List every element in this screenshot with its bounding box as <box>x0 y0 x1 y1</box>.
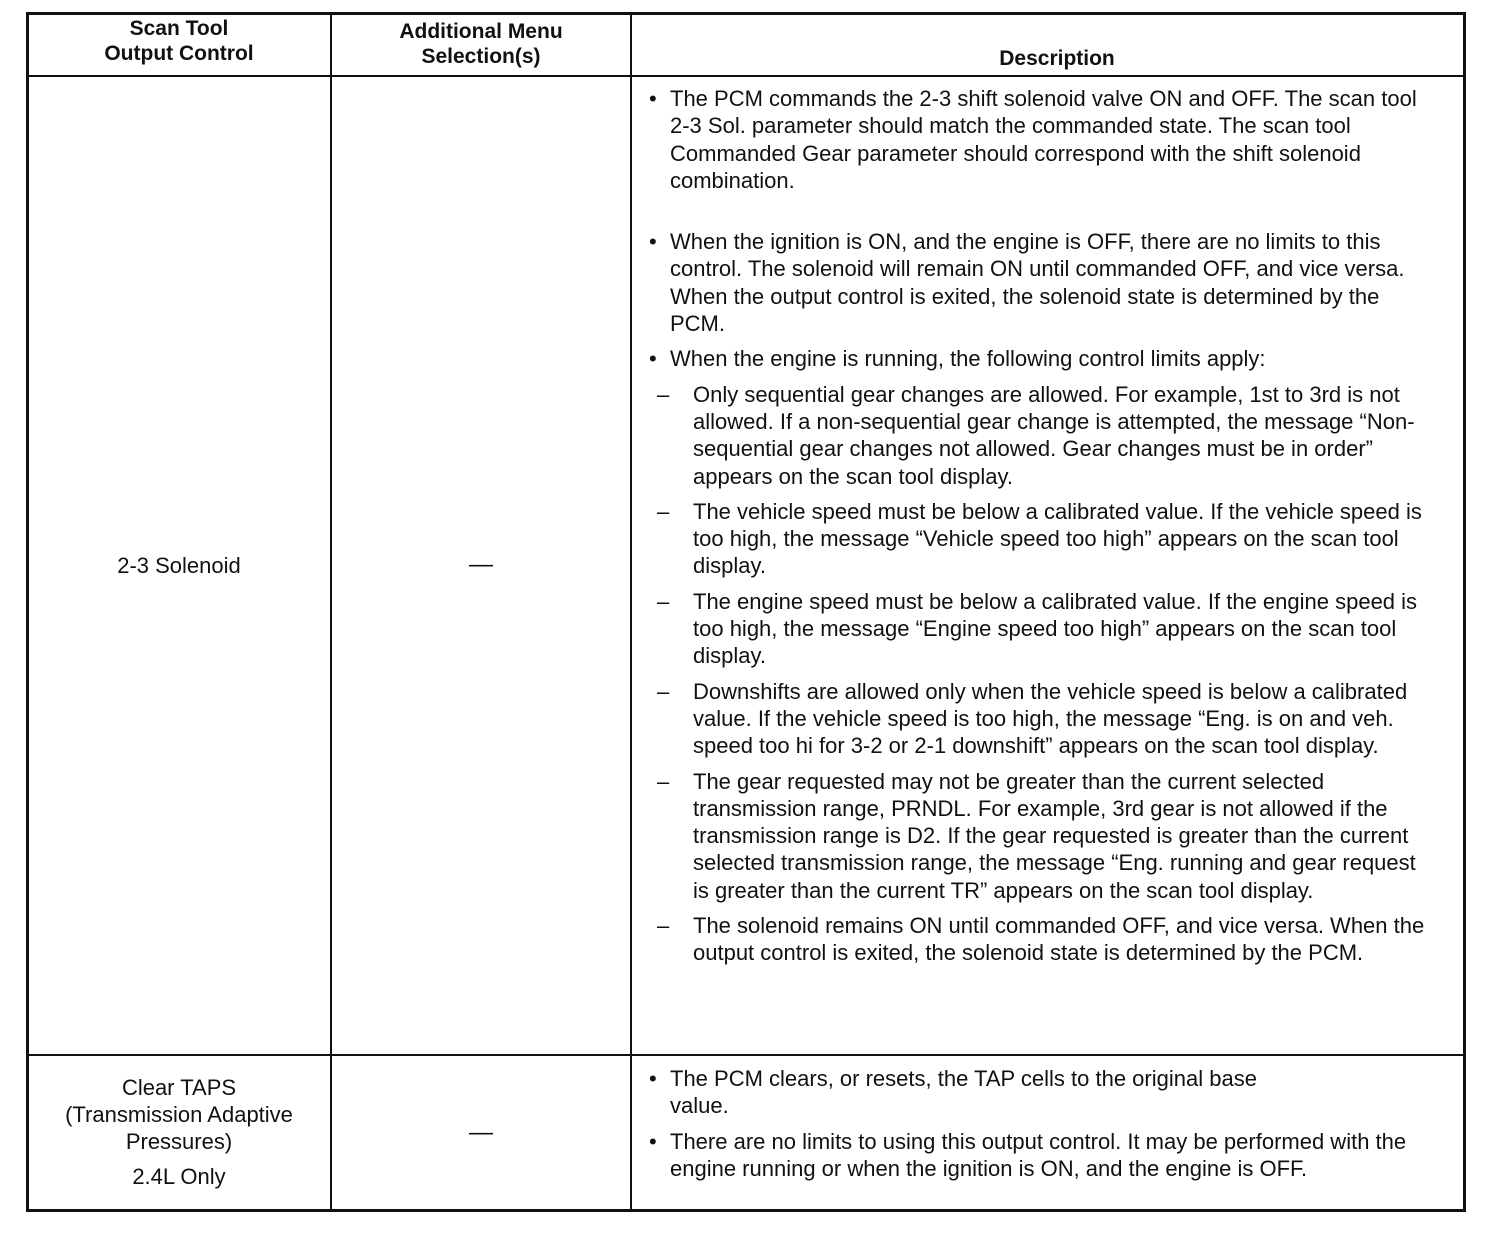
bullet-item: • When the engine is running, the following control limits apply: <box>646 345 1436 372</box>
header-text: Selection(s) <box>421 45 541 68</box>
row-divider <box>29 1054 1463 1056</box>
description-clear-taps <box>646 1065 1436 1182</box>
description-2-3-solenoid <box>646 85 1436 967</box>
bullet-item: • There are no limits to using this output control. It may be performed with the engine running or when the ignition is ON, and the engine is OFF. <box>646 1128 1436 1183</box>
column-divider <box>630 15 632 1209</box>
output-control-name-clear-taps <box>29 1074 329 1190</box>
header-scan-tool-output-control <box>29 16 329 66</box>
cell-text: Pressures) <box>125 1129 233 1154</box>
bullet-item: • The PCM commands the 2-3 shift solenoid valve ON and OFF. The scan tool 2-3 Sol. parameter should match the commanded state. The scan tool Commanded Gear parameter should correspond with the shift solenoid combination. <box>646 85 1436 194</box>
sub-item: – The solenoid remains ON until commanded OFF, and vice versa. When the output control is exited, the solenoid state is determined by the PCM. <box>657 912 1436 967</box>
header-divider <box>29 75 1463 77</box>
menu-selection: — <box>469 551 493 578</box>
sub-item: – The vehicle speed must be below a calibrated value. If the vehicle speed is too high, the message “Vehicle speed too high” appears on the scan tool display. <box>657 498 1436 580</box>
header-description: Description <box>999 47 1115 70</box>
header-text: Additional Menu <box>399 20 563 43</box>
output-control-name: 2-3 Solenoid <box>117 553 241 578</box>
header-additional-menu-selections <box>331 19 631 69</box>
sub-item: – The engine speed must be below a calibrated value. If the engine speed is too high, the message “Engine speed too high” appears on the scan tool display. <box>657 588 1436 670</box>
sub-item: – Only sequential gear changes are allowed. For example, 1st to 3rd is not allowed. If a non-sequential gear change is attempted, the message “Non-sequential gear changes not allowed. Gear changes must be in order” appears on the scan tool display. <box>657 381 1436 490</box>
cell-text: Clear TAPS <box>121 1075 237 1100</box>
bullet-item: • The PCM clears, or resets, the TAP cells to the original base value. <box>646 1065 1436 1120</box>
header-text: Output Control <box>104 42 254 65</box>
menu-selection: — <box>469 1119 493 1146</box>
sub-item: – Downshifts are allowed only when the vehicle speed is below a calibrated value. If the vehicle speed is too high, the message “Eng. is on and veh. speed too hi for 3-2 or 2-1 downshift” appears on the scan tool display. <box>657 678 1436 760</box>
cell-text: 2.4L Only <box>132 1164 226 1189</box>
bullet-item: • When the ignition is ON, and the engine is OFF, there are no limits to this control. The solenoid will remain ON until commanded OFF, and vice versa. When the output control is exited, the solenoid state is determined by the PCM. <box>646 228 1436 337</box>
cell-text: (Transmission Adaptive <box>65 1102 293 1127</box>
column-divider <box>330 15 332 1209</box>
header-text: Scan Tool <box>129 17 229 40</box>
sub-item: – The gear requested may not be greater than the current selected transmission range, PRNDL. For example, 3rd gear is not allowed if the transmission range is D2. If the gear requested is greater than the current selected transmission range, the message “Eng. running and gear request is greater than the current TR” appears on the scan tool display. <box>657 768 1436 904</box>
